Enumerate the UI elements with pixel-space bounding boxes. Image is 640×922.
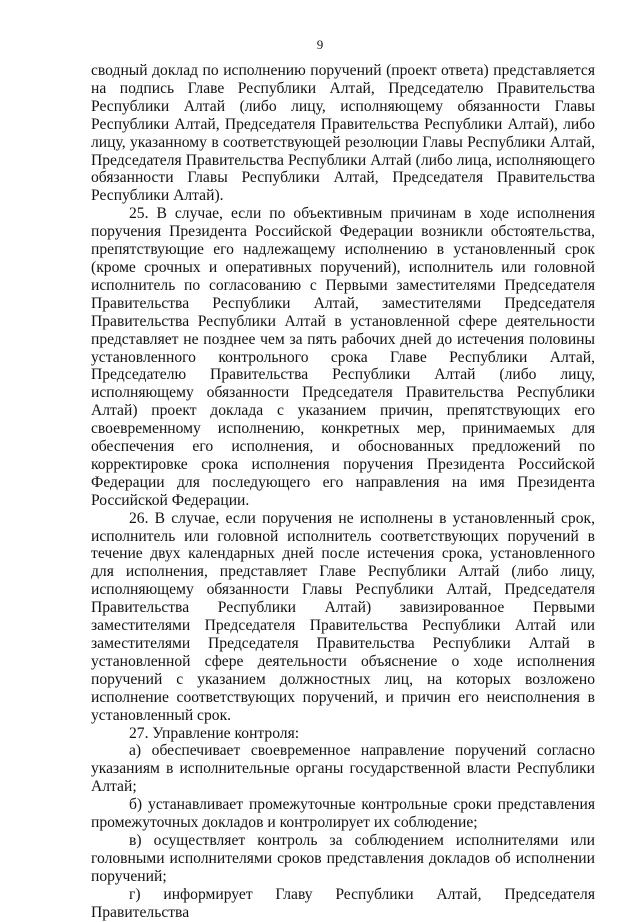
paragraph-item-26: 26. В случае, если поручения не исполнены в установленный срок, исполнитель или головной исполнитель соответствующих поручений в течение двух календарных дней после истечения срока, установленного для исполнения, представляет Главе Республики Алтай (либо лицу, исполняющему обязанности Главы Республики Алтай, Председателя Правительства Республики Алтай) завизированное Первыми заместителями Председателя Правительства Республики Алтай или заместителями Председателя Правительства Республики Алтай в установленной сфере деятельности объяснение о ходе исполнения поручений с указанием должностных лиц, на которых возложено исполнение соответствующих поручений, и причин его неисполнения в установленный срок. [91, 509, 595, 724]
paragraph-subitem-v: в) осуществляет контроль за соблюдением исполнителями или головными исполнителями сроков представления докладов об исполнении поручений; [91, 831, 595, 885]
paragraph-subitem-a: а) обеспечивает своевременное направление поручений согласно указаниям в исполнительные органы государственной власти Республики Алтай; [91, 742, 595, 796]
paragraph-continuation: сводный доклад по исполнению поручений (проект ответа) представляется на подпись Главе Республики Алтай, Председателю Правительства Республики Алтай (либо лицу, исполняющему обязанности Главы Республики Алтай, Председателя Правительства Республики Алтай), либо лицу, указанному в соответствующей резолюции Главы Республики Алтай, Председателя Правительства Республики Алтай (либо лица, исполняющего обязанности Главы Республики Алтай, Председателя Правительства Республики Алтай). [91, 62, 595, 205]
paragraph-item-27-heading: 27. Управление контроля: [129, 724, 300, 742]
document-body [91, 62, 595, 922]
page-number: 9 [316, 37, 324, 52]
paragraph-subitem-b: б) устанавливает промежуточные контрольные сроки представления промежуточных докладов и контролирует их соблюдение; [91, 796, 595, 832]
paragraph-item-25: 25. В случае, если по объективным причинам в ходе исполнения поручения Президента Российской Федерации возникли обстоятельства, препятствующие его надлежащему исполнению в установленный срок (кроме срочных и оперативных поручений), исполнитель или головной исполнитель по согласованию с Первыми заместителями Председателя Правительства Республики Алтай, заместителями Председателя Правительства Республики Алтай в установленной сфере деятельности представляет не позднее чем за пять рабочих дней до истечения половины установленного контрольного срока Главе Республики Алтай, Председателю Правительства Республики Алтай (либо лицу, исполняющему обязанности Председателя Правительства Республики Алтай) проект доклада с указанием причин, препятствующих его своевременному исполнению, конкретных мер, принимаемых для обеспечения его исполнения, и обоснованных предложений по корректировке срока исполнения поручения Президента Российской Федерации для последующего его направления на имя Президента Российской Федерации. [91, 205, 595, 509]
paragraph-subitem-g: г) информирует Главу Республики Алтай, Председателя Правительства [91, 885, 595, 921]
